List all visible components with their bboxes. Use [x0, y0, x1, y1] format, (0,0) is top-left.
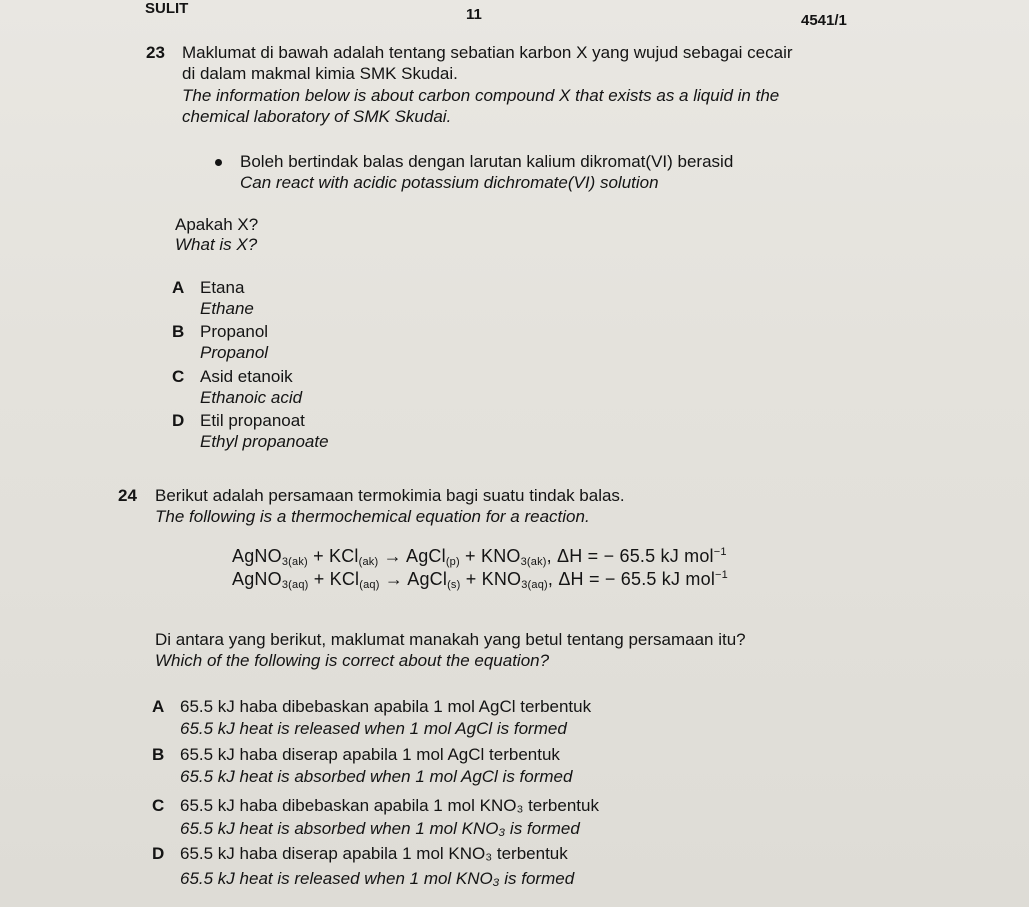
q23-option-a[interactable]: A Etana: [172, 278, 245, 297]
q23-en-line2: chemical laboratory of SMK Skudai.: [182, 107, 452, 126]
q24-ask-ms: Di antara yang berikut, maklumat manakah yang betul tentang persamaan itu?: [155, 630, 746, 649]
q23-bullet-ms: Boleh bertindak balas dengan larutan kalium dikromat(VI) berasid: [240, 152, 734, 171]
paper-code: 4541/1: [801, 12, 847, 29]
equation-ms: AgNO$_{3(ak)}$ + KCl$_{(ak)}$ → AgCl$_{(p)}$ + $KNO_{3(ak)}$, ΔH = − 65.5 kJ mol$^{-1}$: [232, 546, 727, 568]
page-number: 11: [466, 6, 482, 23]
q24-option-d[interactable]: D 65.5 kJ haba diserap apabila 1 mol KNO₃ terbentuk: [152, 844, 568, 863]
q23-bullet-en: Can react with acidic potassium dichromate(VI) solution: [240, 173, 659, 192]
bullet-icon: [215, 159, 222, 166]
q23-ask-ms: Apakah X?: [175, 215, 259, 234]
q24-en-line: The following is a thermochemical equation for a reaction.: [155, 507, 590, 526]
q23-option-d[interactable]: D Etil propanoat: [172, 411, 305, 430]
q24-option-b-en: 65.5 kJ heat is absorbed when 1 mol AgCl is formed: [180, 767, 573, 786]
q23-ms-line1: Maklumat di bawah adalah tentang sebatian karbon X yang wujud sebagai cecair: [182, 43, 793, 62]
equation-en: AgNO$_{3(aq)}$ + KCl$_{(aq)}$ → AgCl$_{(s)}$ + $KNO_{3(aq)}$, ΔH = − 65.5 kJ mol$^{-1}$: [232, 569, 728, 591]
q23-en-line1: The information below is about carbon compound X that exists as a liquid in the: [182, 86, 780, 105]
q23-option-b-en: Propanol: [200, 343, 269, 362]
q23-option-a-en: Ethane: [200, 299, 254, 318]
q24-option-c-en: 65.5 kJ heat is absorbed when 1 mol KNO₃ is formed: [180, 819, 580, 838]
q23-option-d-en: Ethyl propanoate: [200, 432, 329, 451]
q23-number: 23: [146, 43, 165, 62]
q23-option-c-en: Ethanoic acid: [200, 388, 303, 407]
q24-option-d-en: 65.5 kJ heat is released when 1 mol KNO₃ is formed: [180, 869, 575, 888]
q24-ask-en: Which of the following is correct about the equation?: [155, 651, 550, 670]
q24-ms-line: Berikut adalah persamaan termokimia bagi suatu tindak balas.: [155, 486, 625, 505]
q23-option-b[interactable]: B Propanol: [172, 322, 269, 341]
q24-option-a[interactable]: A 65.5 kJ haba dibebaskan apabila 1 mol AgCl terbentuk: [152, 697, 592, 716]
q24-number: 24: [118, 486, 137, 505]
q23-option-c[interactable]: C Asid etanoik: [172, 367, 293, 386]
q24-option-b[interactable]: B 65.5 kJ haba diserap apabila 1 mol AgCl terbentuk: [152, 745, 560, 764]
q23-ms-line2: di dalam makmal kimia SMK Skudai.: [182, 64, 458, 83]
q24-option-a-en: 65.5 kJ heat is released when 1 mol AgCl is formed: [180, 719, 567, 738]
q23-ask-en: What is X?: [175, 235, 258, 254]
q24-option-c[interactable]: C 65.5 kJ haba dibebaskan apabila 1 mol KNO₃ terbentuk: [152, 796, 599, 815]
header-left: SULIT: [145, 0, 189, 17]
